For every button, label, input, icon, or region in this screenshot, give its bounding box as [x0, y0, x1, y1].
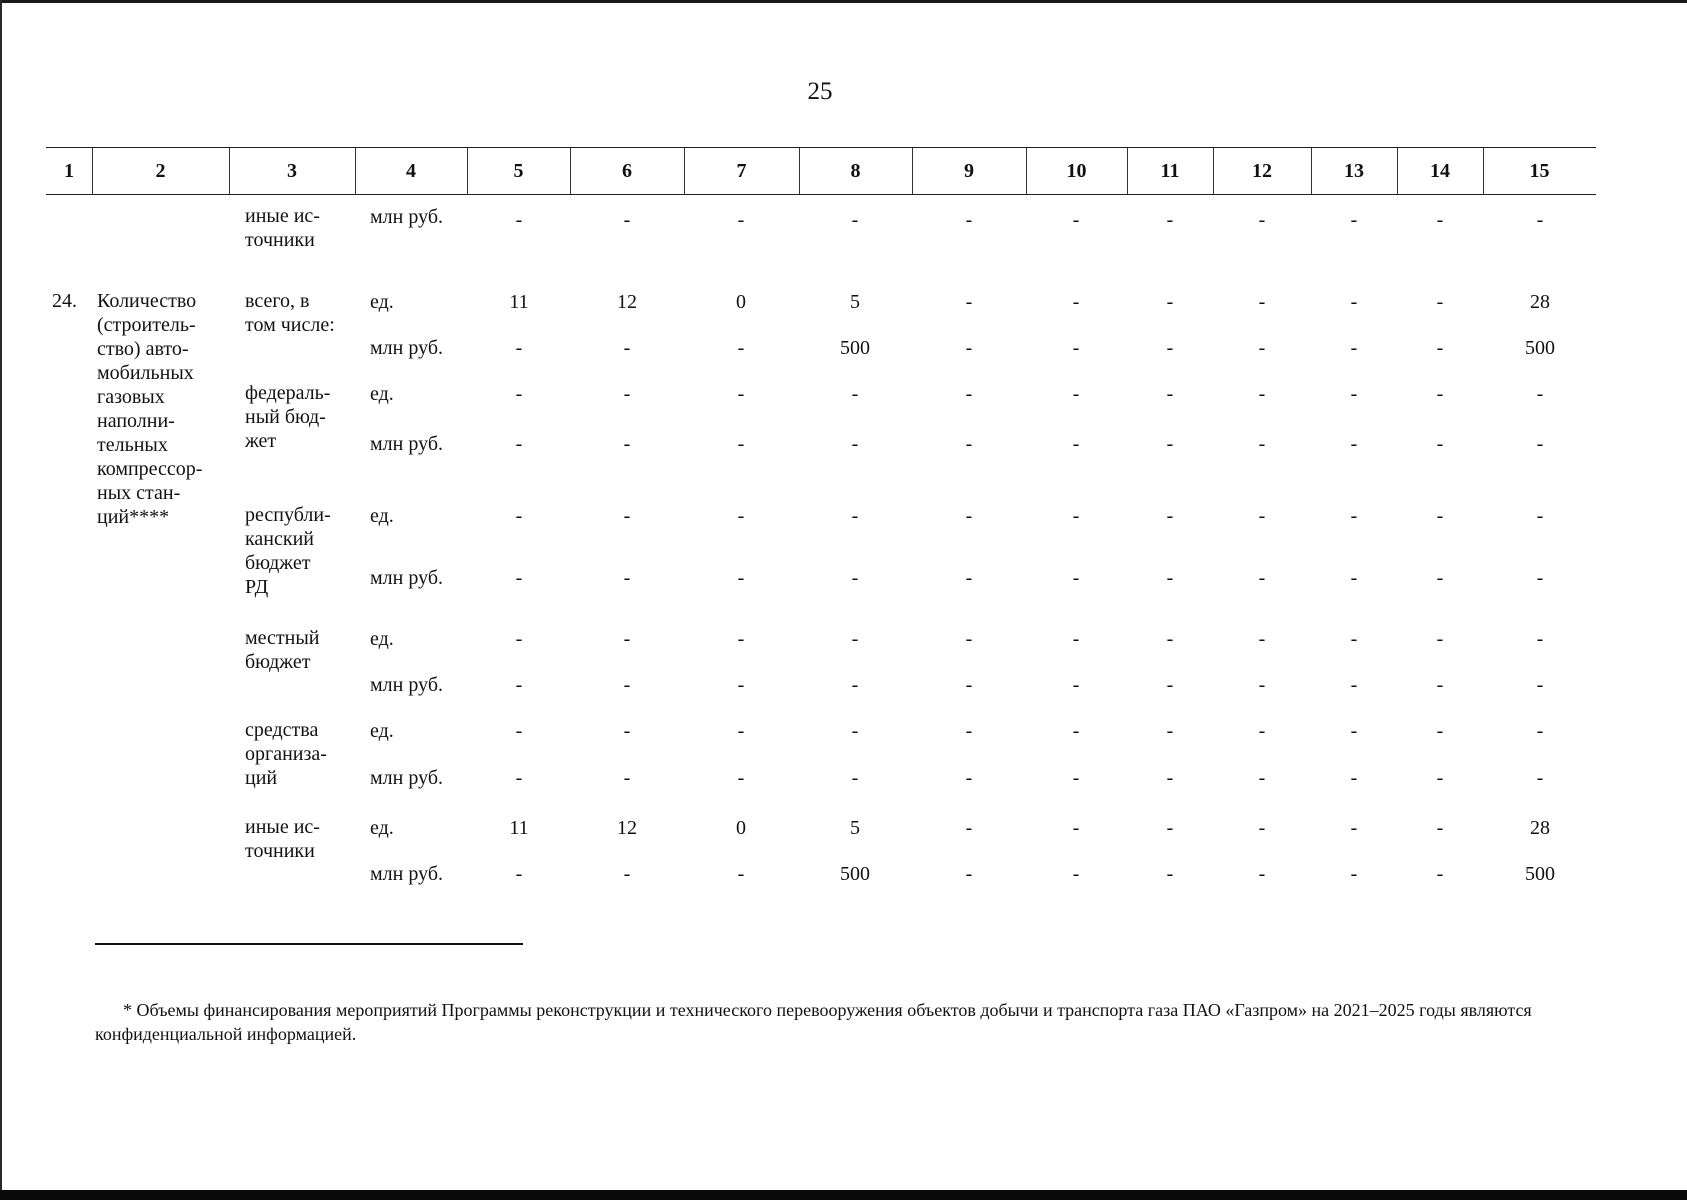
table-cell-value: - — [623, 674, 631, 696]
table-cell-value: 500 — [840, 863, 870, 885]
column-header-1: 1 — [64, 160, 74, 182]
table-cell-value: - — [1350, 209, 1358, 231]
table-cell-value: - — [1166, 674, 1174, 696]
source-label: местный бюджет — [245, 627, 320, 673]
table-cell-value: - — [1072, 674, 1080, 696]
table-cell-value: - — [1436, 863, 1444, 885]
table-cell-value: - — [623, 720, 631, 742]
column-header-12: 12 — [1252, 160, 1272, 182]
table-cell-value: - — [737, 767, 745, 789]
column-header-divider — [229, 148, 230, 194]
table-cell-value: - — [1350, 567, 1358, 589]
table-cell-value: - — [1072, 863, 1080, 885]
item-name: Количество (строитель- ство) авто- мобильных газовых наполни- тельных компрессор- ных стан- ций**** — [97, 290, 203, 528]
column-header-8: 8 — [850, 160, 861, 182]
page-number: 25 — [807, 78, 833, 105]
table-cell-value: - — [1536, 767, 1544, 789]
table-cell-value: - — [623, 863, 631, 885]
column-header-divider — [1127, 148, 1128, 194]
table-cell-value: - — [1166, 209, 1174, 231]
unit-label: млн руб. — [370, 674, 443, 696]
table-cell-value: - — [1166, 628, 1174, 650]
footnote-separator — [95, 943, 523, 945]
table-cell-value: - — [1436, 767, 1444, 789]
table-cell-value: - — [965, 209, 973, 231]
table-cell-value: - — [1072, 767, 1080, 789]
item-number: 24. — [52, 290, 77, 312]
table-cell-value: - — [1258, 567, 1266, 589]
table-cell-value: - — [1536, 505, 1544, 527]
table-cell-value: - — [1436, 505, 1444, 527]
table-cell-value: - — [965, 505, 973, 527]
table-cell-value: - — [965, 628, 973, 650]
source-label: федераль- ный бюд- жет — [245, 382, 331, 452]
table-cell-value: 500 — [840, 337, 870, 359]
footnote: * Объемы финансирования мероприятий Программы реконструкции и технического перевооружения объектов добычи и транспорта газа ПАО «Газпром» на 2021–2025 годы являются конфиденциальной информацией. — [95, 1000, 1532, 1044]
table-cell-value: - — [1536, 209, 1544, 231]
table-cell-value: - — [1072, 505, 1080, 527]
table-cell-value: - — [1072, 383, 1080, 405]
table-cell-value: - — [515, 674, 523, 696]
table-cell-value: - — [1258, 337, 1266, 359]
source-label: республи- канский бюджет РД — [245, 504, 331, 598]
table-cell-value: - — [1436, 209, 1444, 231]
column-header-divider — [1397, 148, 1398, 194]
table-cell-value: - — [515, 628, 523, 650]
table-cell-value: - — [1258, 674, 1266, 696]
column-header-14: 14 — [1430, 160, 1450, 182]
table-cell-value: - — [1072, 433, 1080, 455]
column-header-15: 15 — [1529, 160, 1550, 182]
column-header-6: 6 — [622, 160, 632, 182]
table-header-bottom-rule — [46, 194, 1596, 195]
table-cell-value: - — [1536, 628, 1544, 650]
table-cell-value: - — [515, 505, 523, 527]
table-cell-value: 28 — [1530, 817, 1550, 839]
table-cell-value: - — [1350, 720, 1358, 742]
table-cell-value: - — [1258, 209, 1266, 231]
table-cell-value: - — [965, 433, 973, 455]
table-cell-value: - — [737, 337, 745, 359]
unit-label: млн руб. — [370, 206, 443, 228]
table-cell-value: - — [1072, 291, 1080, 313]
table-cell-value: - — [851, 567, 859, 589]
table-cell-value: - — [623, 505, 631, 527]
table-cell-value: 28 — [1530, 291, 1550, 313]
table-cell-value: - — [1258, 383, 1266, 405]
table-cell-value: - — [1436, 720, 1444, 742]
table-cell-value: - — [1258, 291, 1266, 313]
table-cell-value: - — [1436, 337, 1444, 359]
table-cell-value: - — [623, 767, 631, 789]
column-header-13: 13 — [1344, 160, 1364, 182]
page-frame-left — [0, 0, 2, 1190]
column-header-4: 4 — [406, 160, 416, 182]
table-cell-value: - — [737, 433, 745, 455]
table-cell-value: - — [623, 628, 631, 650]
table-cell-value: - — [965, 863, 973, 885]
unit-label: млн руб. — [370, 863, 443, 885]
table-cell-value: - — [1166, 817, 1174, 839]
table-cell-value: - — [851, 505, 859, 527]
table-cell-value: - — [1258, 433, 1266, 455]
source-label: средства организа- ций — [245, 719, 327, 789]
column-header-3: 3 — [287, 160, 297, 182]
table-cell-value: - — [851, 767, 859, 789]
page-frame-top — [0, 0, 1687, 3]
table-cell-value: - — [737, 383, 745, 405]
unit-label: ед. — [370, 383, 394, 405]
unit-label: ед. — [370, 505, 394, 527]
table-cell-value: - — [515, 337, 523, 359]
unit-label: млн руб. — [370, 433, 443, 455]
source-label: иные ис- точники — [245, 816, 320, 862]
table-cell-value: - — [965, 674, 973, 696]
column-header-7: 7 — [736, 160, 747, 182]
table-cell-value: - — [851, 209, 859, 231]
column-header-5: 5 — [513, 160, 524, 182]
unit-label: млн руб. — [370, 767, 443, 789]
table-cell-value: - — [1436, 291, 1444, 313]
table-cell-value: - — [623, 433, 631, 455]
table-cell-value: - — [1166, 720, 1174, 742]
table-cell-value: - — [1166, 291, 1174, 313]
table-cell-value: - — [515, 209, 523, 231]
table-cell-value: - — [1072, 337, 1080, 359]
column-header-divider — [684, 148, 685, 194]
table-cell-value: - — [1436, 628, 1444, 650]
table-cell-value: - — [515, 720, 523, 742]
table-cell-value: - — [1350, 817, 1358, 839]
unit-label: млн руб. — [370, 567, 443, 589]
table-cell-value: - — [1350, 674, 1358, 696]
table-cell-value: - — [1536, 567, 1544, 589]
table-cell-value: - — [965, 383, 973, 405]
table-cell-value: - — [1350, 383, 1358, 405]
table-cell-value: 500 — [1525, 863, 1555, 885]
table-cell-value: - — [737, 720, 745, 742]
unit-label: ед. — [370, 628, 394, 650]
column-header-divider — [1213, 148, 1214, 194]
table-cell-value: - — [515, 567, 523, 589]
table-cell-value: - — [1536, 720, 1544, 742]
table-cell-value: - — [1350, 628, 1358, 650]
unit-label: ед. — [370, 291, 394, 313]
unit-label: ед. — [370, 720, 394, 742]
column-header-10: 10 — [1066, 160, 1087, 182]
table-cell-value: 5 — [850, 291, 860, 313]
table-cell-value: - — [965, 337, 973, 359]
table-cell-value: - — [1350, 505, 1358, 527]
column-header-2: 2 — [155, 160, 166, 182]
column-header-divider — [799, 148, 800, 194]
source-label: всего, в том числе: — [245, 290, 335, 336]
table-cell-value: - — [851, 628, 859, 650]
table-cell-value: - — [623, 209, 631, 231]
table-cell-value: - — [1536, 433, 1544, 455]
table-cell-value: - — [851, 674, 859, 696]
table-cell-value: - — [623, 383, 631, 405]
table-cell-value: - — [1166, 567, 1174, 589]
table-cell-value: - — [1258, 505, 1266, 527]
table-cell-value: - — [1536, 674, 1544, 696]
column-header-9: 9 — [964, 160, 974, 182]
table-cell-value: - — [1436, 567, 1444, 589]
table-cell-value: - — [737, 863, 745, 885]
table-cell-value: - — [851, 720, 859, 742]
table-header-row — [46, 148, 1596, 194]
column-header-divider — [1483, 148, 1484, 194]
table-cell-value: - — [1350, 863, 1358, 885]
table-cell-value: 11 — [509, 817, 529, 839]
column-header-divider — [92, 148, 93, 194]
table-cell-value: - — [737, 505, 745, 527]
table-cell-value: - — [737, 628, 745, 650]
table-cell-value: - — [1166, 505, 1174, 527]
table-cell-value: - — [1166, 337, 1174, 359]
table-cell-value: - — [1072, 209, 1080, 231]
table-cell-value: 0 — [736, 291, 746, 313]
table-cell-value: - — [737, 674, 745, 696]
table-cell-value: 12 — [617, 291, 637, 313]
table-cell-value: 12 — [617, 817, 637, 839]
table-cell-value: - — [623, 567, 631, 589]
table-cell-value: - — [965, 567, 973, 589]
table-cell-value: - — [965, 291, 973, 313]
column-header-divider — [570, 148, 571, 194]
table-cell-value: - — [1350, 767, 1358, 789]
table-cell-value: - — [1436, 674, 1444, 696]
unit-label: млн руб. — [370, 337, 443, 359]
table-cell-value: - — [1436, 817, 1444, 839]
table-cell-value: - — [515, 767, 523, 789]
table-cell-value: - — [965, 817, 973, 839]
table-cell-value: - — [515, 383, 523, 405]
column-header-divider — [1311, 148, 1312, 194]
column-header-divider — [912, 148, 913, 194]
column-header-11: 11 — [1160, 160, 1180, 182]
table-cell-value: - — [1072, 720, 1080, 742]
table-cell-value: - — [1350, 291, 1358, 313]
table-cell-value: - — [737, 209, 745, 231]
column-header-divider — [467, 148, 468, 194]
column-header-divider — [1026, 148, 1027, 194]
table-cell-value: - — [965, 720, 973, 742]
table-cell-value: - — [1072, 817, 1080, 839]
table-cell-value: - — [1258, 720, 1266, 742]
source-label: иные ис- точники — [245, 205, 320, 251]
table-cell-value: - — [1436, 383, 1444, 405]
table-cell-value: - — [851, 383, 859, 405]
table-cell-value: - — [1166, 433, 1174, 455]
unit-label: ед. — [370, 817, 394, 839]
column-header-divider — [355, 148, 356, 194]
table-cell-value: - — [1166, 863, 1174, 885]
table-cell-value: - — [965, 767, 973, 789]
table-cell-value: 5 — [850, 817, 860, 839]
table-cell-value: - — [1258, 767, 1266, 789]
table-cell-value: - — [1072, 628, 1080, 650]
table-cell-value: - — [1536, 383, 1544, 405]
table-cell-value: - — [737, 567, 745, 589]
table-cell-value: 500 — [1525, 337, 1555, 359]
table-cell-value: - — [515, 433, 523, 455]
table-cell-value: - — [1166, 767, 1174, 789]
table-cell-value: 0 — [736, 817, 746, 839]
table-cell-value: - — [1350, 433, 1358, 455]
table-cell-value: - — [1258, 628, 1266, 650]
table-cell-value: 11 — [509, 291, 529, 313]
table-cell-value: - — [1072, 567, 1080, 589]
table-cell-value: - — [1258, 817, 1266, 839]
page-frame-bottom — [0, 1190, 1687, 1200]
table-cell-value: - — [1258, 863, 1266, 885]
table-cell-value: - — [623, 337, 631, 359]
table-cell-value: - — [1436, 433, 1444, 455]
table-cell-value: - — [851, 433, 859, 455]
table-cell-value: - — [515, 863, 523, 885]
table-cell-value: - — [1350, 337, 1358, 359]
table-cell-value: - — [1166, 383, 1174, 405]
